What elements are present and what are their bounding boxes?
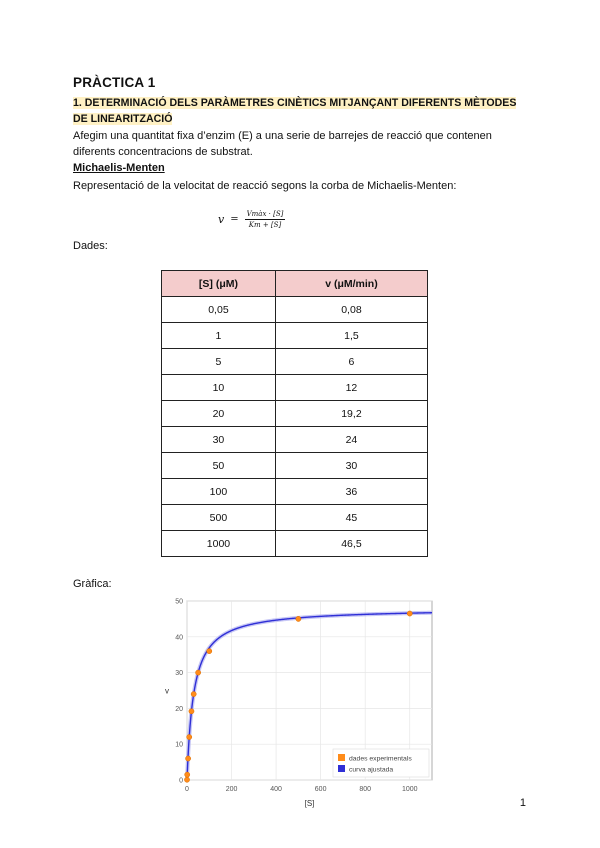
data-table: [161, 270, 428, 557]
cell-velocity: 24: [275, 427, 427, 453]
x-tick-label: 200: [225, 786, 238, 793]
cell-velocity: 19,2: [275, 401, 427, 427]
cell-substrate: 50: [162, 453, 276, 479]
cell-velocity: 45: [275, 505, 427, 531]
table-row: [162, 401, 428, 427]
data-point: [187, 734, 192, 739]
formula-fraction: [245, 210, 286, 229]
table-row: [162, 531, 428, 557]
y-tick-label: 30: [175, 670, 183, 678]
cell-velocity: 12: [275, 375, 427, 401]
y-axis-label: v: [165, 686, 169, 696]
y-tick-label: 40: [175, 634, 183, 642]
section-heading-text: 1. DETERMINACIÓ DELS PARÀMETRES CINÈTICS MITJANÇANT DIFERENTS MÈTODES DE LINEARITZACIÓ: [73, 97, 517, 125]
data-point: [184, 777, 189, 782]
table-row: [162, 479, 428, 505]
formula-lhs: v: [218, 213, 225, 226]
legend-swatch-curve: [338, 765, 345, 772]
x-tick-label: 800: [359, 786, 372, 793]
legend-swatch-points: [338, 754, 345, 761]
legend-label-points: dades experimentals: [349, 755, 412, 763]
page-title: PRÀCTICA 1: [73, 75, 156, 90]
table-row: [162, 375, 428, 401]
table-header-row: [162, 271, 428, 297]
chart-label: Gràfica:: [73, 578, 112, 590]
data-point: [189, 709, 194, 714]
data-label: Dades:: [73, 240, 108, 252]
cell-substrate: 100: [162, 479, 276, 505]
table-row: [162, 323, 428, 349]
data-point: [196, 670, 201, 675]
x-tick-label: 1000: [401, 786, 418, 793]
table-row: [162, 505, 428, 531]
formula-denominator: Km + [S]: [248, 221, 282, 229]
page-number: 1: [519, 797, 526, 809]
cell-substrate: 0,05: [162, 297, 276, 323]
x-tick-label: 0: [185, 786, 189, 793]
cell-substrate: 1: [162, 323, 276, 349]
data-point: [296, 616, 301, 621]
cell-substrate: 20: [162, 401, 276, 427]
cell-velocity: 46,5: [275, 531, 427, 557]
x-tick-label: 600: [314, 786, 327, 793]
x-tick-label: 400: [270, 786, 282, 793]
michaelis-menten-subheading: Michaelis-Menten: [73, 162, 165, 174]
data-point: [186, 756, 191, 761]
cell-velocity: 30: [275, 453, 427, 479]
michaelis-menten-formula: [218, 210, 285, 229]
data-point: [185, 772, 190, 777]
cell-substrate: 1000: [162, 531, 276, 557]
table-row: [162, 349, 428, 375]
cell-velocity: 36: [275, 479, 427, 505]
legend-label-curve: curva ajustada: [349, 766, 394, 774]
header-velocity: v (μM/min): [275, 271, 427, 297]
y-tick-label: 0: [179, 777, 183, 785]
cell-substrate: 30: [162, 427, 276, 453]
cell-substrate: 10: [162, 375, 276, 401]
intro-paragraph: Afegim una quantitat fixa d’enzim (E) a una serie de barrejes de reacció que contenen diferents concentracions de substrat.: [73, 130, 492, 158]
table-row: [162, 297, 428, 323]
description-paragraph: Representació de la velocitat de reacció segons la corba de Michaelis-Menten:: [73, 180, 457, 192]
y-tick-label: 20: [175, 705, 183, 713]
section-heading: [73, 95, 523, 127]
formula-equals: =: [230, 214, 239, 225]
cell-velocity: 6: [275, 349, 427, 375]
table-row: [162, 427, 428, 453]
cell-velocity: 0,08: [275, 297, 427, 323]
y-tick-label: 10: [175, 741, 183, 749]
y-tick-label: 50: [175, 598, 183, 606]
data-point: [191, 691, 196, 696]
data-point: [407, 611, 412, 616]
cell-velocity: 1,5: [275, 323, 427, 349]
cell-substrate: 500: [162, 505, 276, 531]
table-row: [162, 453, 428, 479]
header-substrate: [S] (μM): [162, 271, 276, 297]
data-point: [207, 649, 212, 654]
formula-numerator: Vmàx · [S]: [246, 210, 284, 218]
cell-substrate: 5: [162, 349, 276, 375]
x-axis-label: [S]: [304, 799, 315, 808]
michaelis-menten-chart: [155, 593, 440, 813]
